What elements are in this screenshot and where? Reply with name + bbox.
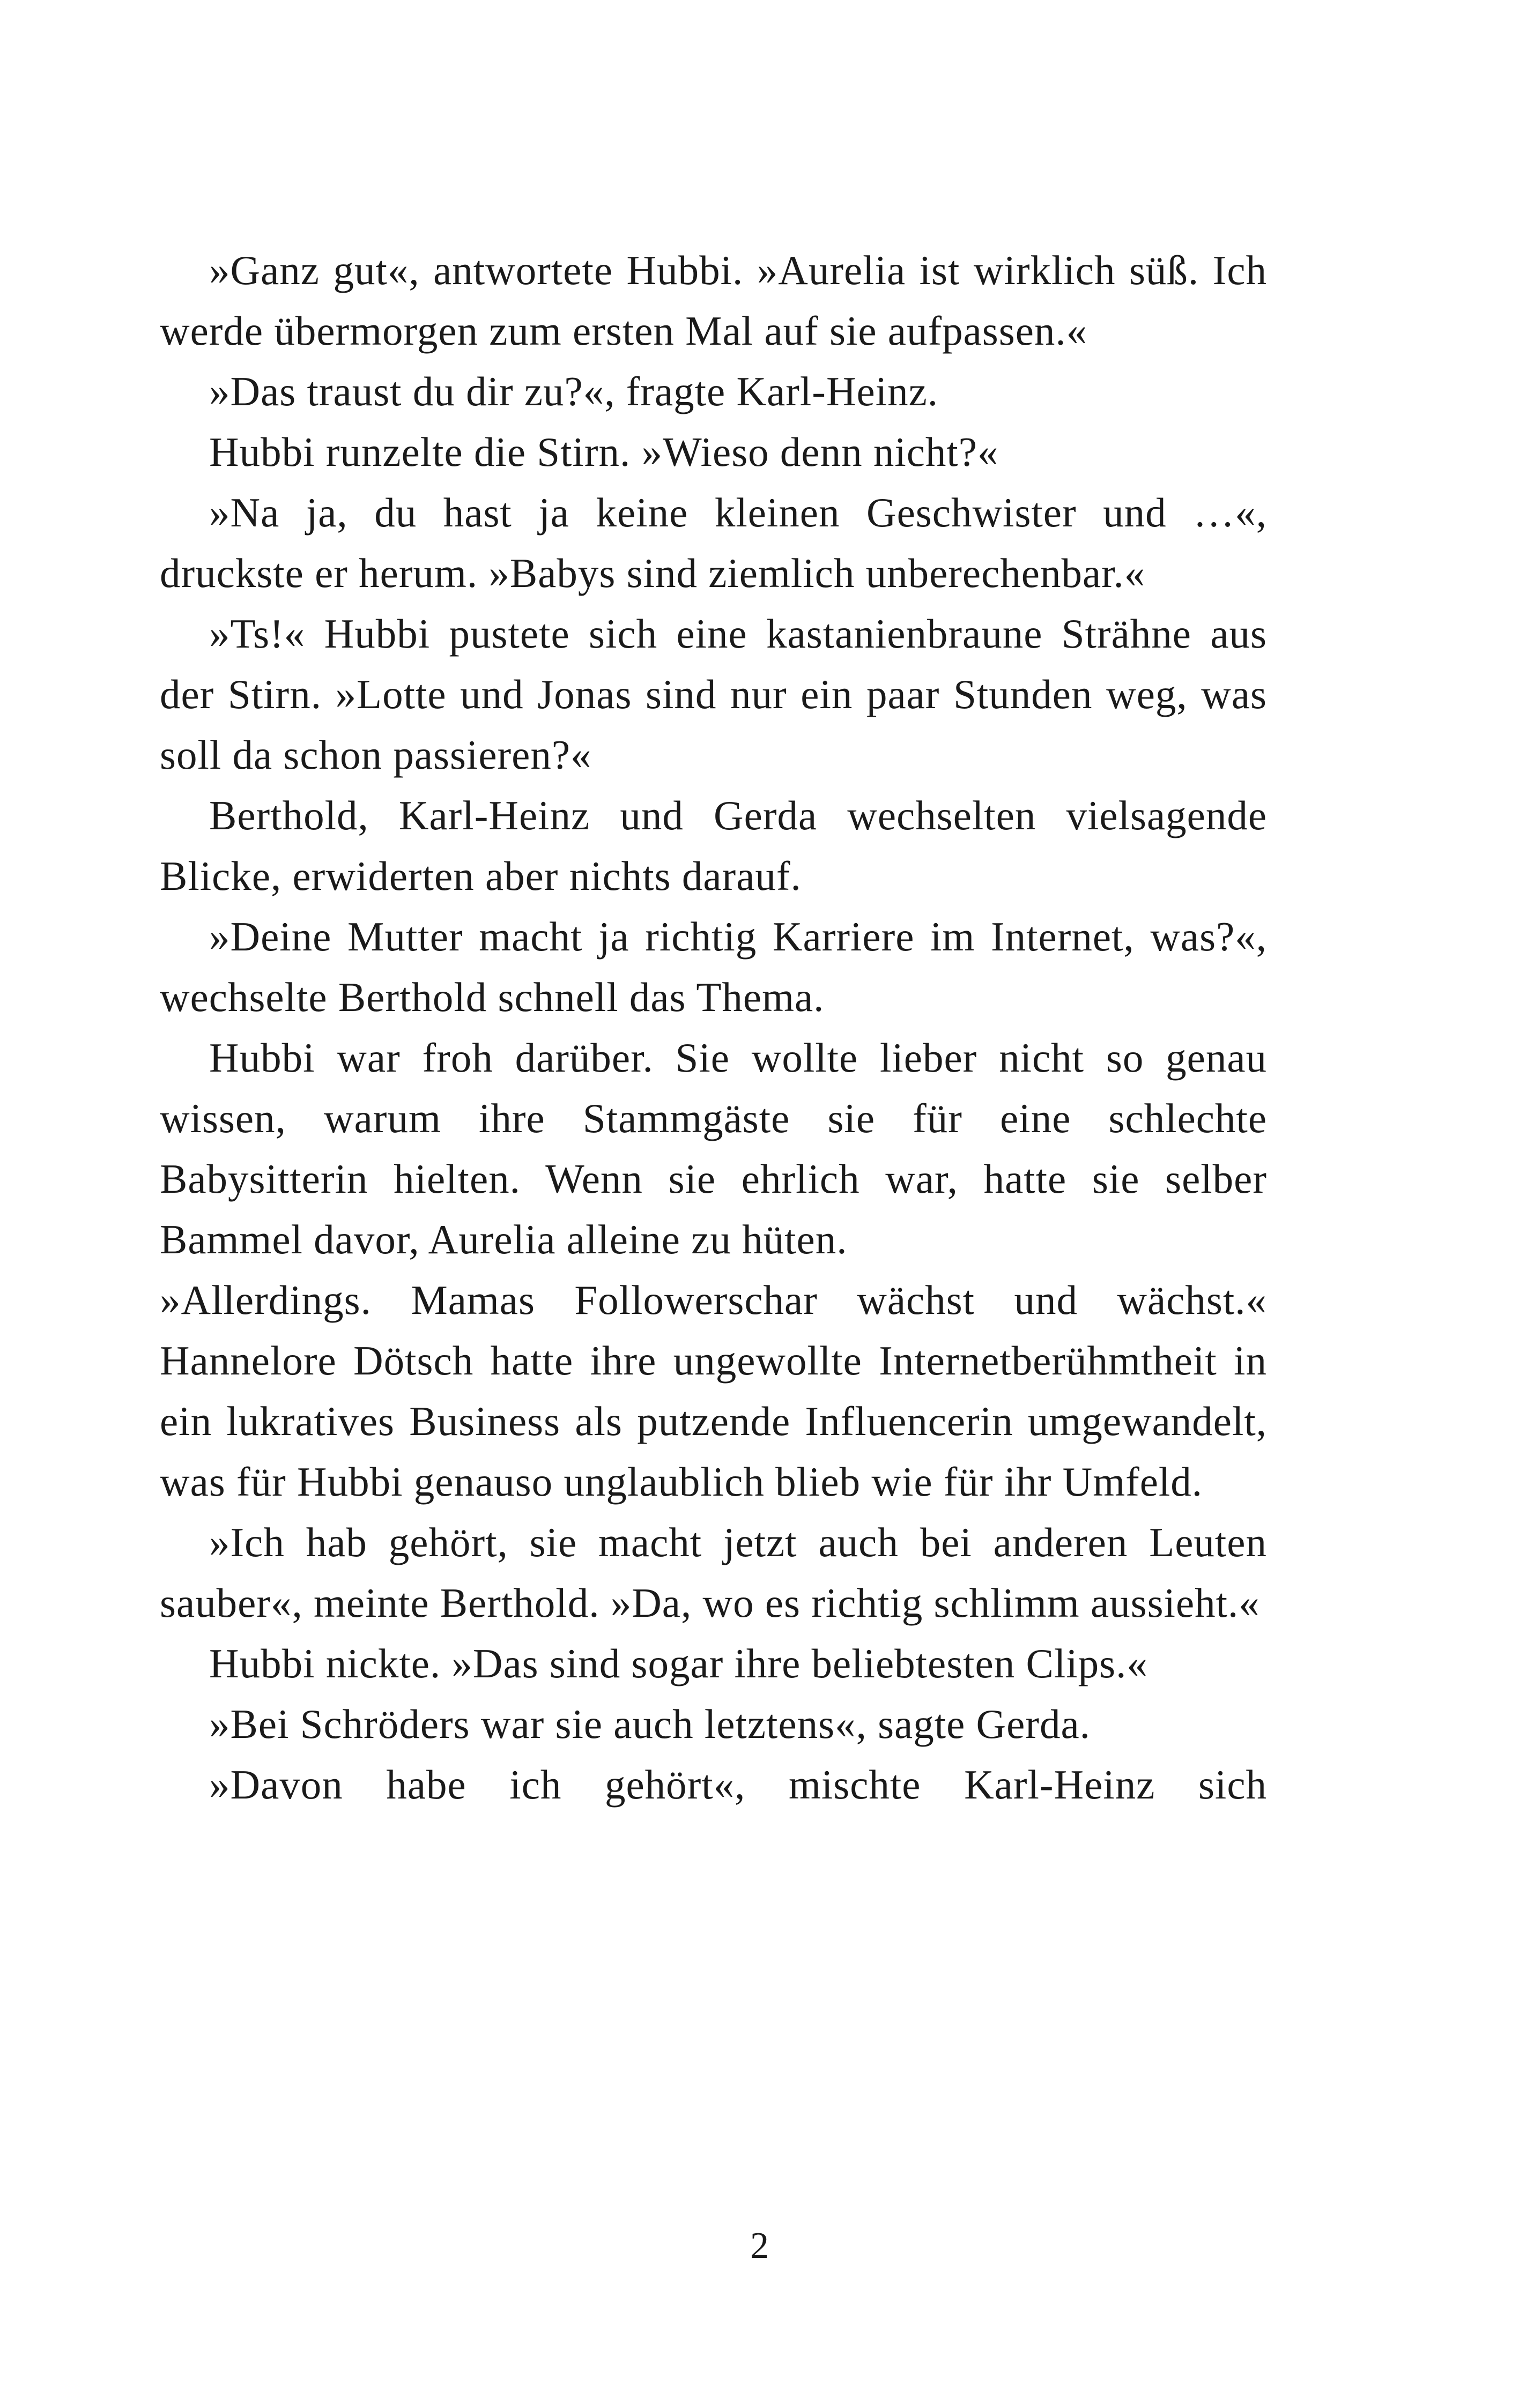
body-text [160, 240, 1267, 1815]
paragraph: »Davon habe ich gehört«, mischte Karl-Heinz sich [209, 1762, 1267, 1808]
paragraph: Hubbi nickte. »Das sind sogar ihre beliebtesten Clips.« [209, 1640, 1148, 1686]
paragraph: »Bei Schröders war sie auch letztens«, sagte Gerda. [209, 1701, 1091, 1747]
paragraph: »Das traust du dir zu?«, fragte Karl-Heinz. [209, 368, 939, 414]
paragraph: Hubbi war froh darüber. Sie wollte lieber nicht so genau wissen, warum ihre Stammgäste sie für eine schlechte Babysitterin hielten. Wenn sie ehrlich war, hatte sie selber Bammel davor, Aurelia alleine zu hüten. [160, 1035, 1267, 1262]
paragraph: »Ganz gut«, antwortete Hubbi. »Aurelia ist wirklich süß. Ich werde übermorgen zum ersten Mal auf sie aufpassen.« [160, 247, 1267, 354]
paragraph: »Deine Mutter macht ja richtig Karriere im Internet, was?«, wechselte Berthold schnell das Thema. [160, 913, 1267, 1020]
paragraph: Berthold, Karl-Heinz und Gerda wechselten vielsagende Blicke, erwiderten aber nichts darauf. [160, 792, 1267, 899]
paragraph: »Allerdings. Mamas Followerschar wächst und wächst.« Hannelore Dötsch hatte ihre ungewollte Internetberühmtheit in ein lukratives Business als putzende Influencerin umgewandelt, was für Hubbi genauso unglaublich blieb wie für ihr Umfeld. [160, 1277, 1267, 1505]
paragraph: »Na ja, du hast ja keine kleinen Geschwister und …«, druckste er herum. »Babys sind ziemlich unberechenbar.« [160, 489, 1267, 596]
paragraph: »Ich hab gehört, sie macht jetzt auch bei anderen Leuten sauber«, meinte Berthold. »Da, wo es richtig schlimm aussieht.« [160, 1519, 1267, 1626]
paragraph: Hubbi runzelte die Stirn. »Wieso denn nicht?« [209, 429, 999, 475]
page-number: 2 [750, 2225, 769, 2266]
paragraph: »Ts!« Hubbi pustete sich eine kastanienbraune Strähne aus der Stirn. »Lotte und Jonas sind nur ein paar Stunden weg, was soll da schon passieren?« [160, 611, 1267, 778]
